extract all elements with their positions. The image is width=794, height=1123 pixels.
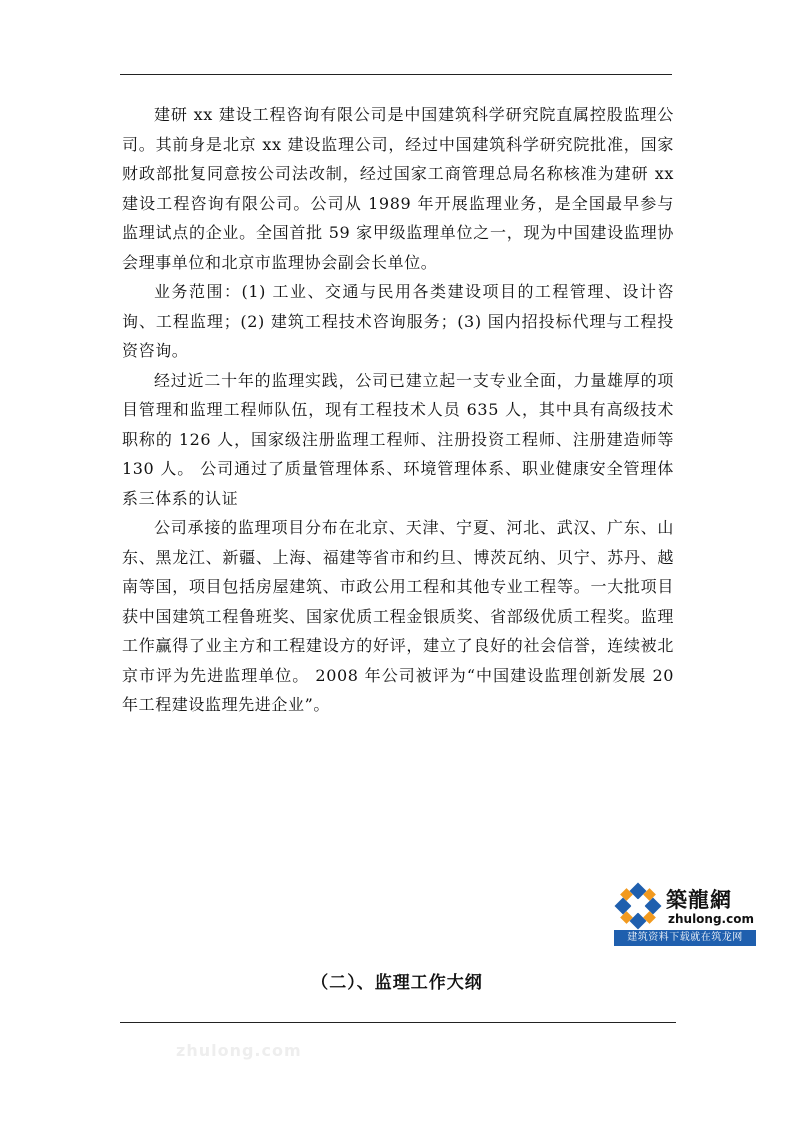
zhulong-logo-icon [614, 882, 662, 930]
section-heading: （二）、监理工作大纲 [311, 973, 483, 993]
logo-domain: zhulong.com [668, 912, 754, 926]
footer-rule [120, 1022, 676, 1023]
paragraph-projects: 公司承接的监理项目分布在北京、天津、宁夏、河北、武汉、广东、山东、黑龙江、新疆、上海、福建等省市和约旦、博茨瓦纳、贝宁、苏丹、越南等国，项目包括房屋建筑、市政公用工程和其他专业工程等。一大批项目获中国建筑工程鲁班奖、国家优质工程金银质奖、省部级优质工程奖。监理工作赢得了业主方和工程建设方的好评，建立了良好的社会信誉，连续被北京市评为先进监理单位。 2008 年公司被评为“中国建设监理创新发展 20 年工程建设监理先进企业”。 [122, 518, 674, 714]
watermark: zhulong.com [176, 1041, 302, 1060]
logo-slogan: 建筑资料下载就在筑龙网 [614, 930, 756, 946]
header-rule [120, 74, 672, 75]
logo-name-cn: 築龍網 [666, 887, 732, 912]
paragraph-company-intro: 建研 xx 建设工程咨询有限公司是中国建筑科学研究院直属控股监理公司。其前身是北京 xx 建设监理公司，经过中国建筑科学研究院批准，国家财政部批复同意按公司法改制，经过国家工商管理总局名称核准为建研 xx 建设工程咨询有限公司。公司从 1989 年开展监理业务，是全国最早参与监理试点的企业。全国首批 59 家甲级监理单位之一，现为中国建设监理协会理事单位和北京市监理协会副会长单位。 [122, 105, 674, 272]
paragraph-staff: 经过近二十年的监理实践，公司已建立起一支专业全面，力量雄厚的项目管理和监理工程师队伍，现有工程技术人员 635 人，其中具有高级技术职称的 126 人，国家级注册监理工程师、注册投资工程师、注册建造师等 130 人。 公司通过了质量管理体系、环境管理体系、职业健康安全管理体系三体系的认证 [122, 370, 674, 508]
body-text [122, 100, 674, 720]
paragraph-business-scope: 业务范围：(1) 工业、交通与民用各类建设项目的工程管理、设计咨询、工程监理；(2) 建筑工程技术咨询服务；(3) 国内招投标代理与工程投资咨询。 [122, 282, 674, 360]
zhulong-logo [614, 882, 756, 946]
